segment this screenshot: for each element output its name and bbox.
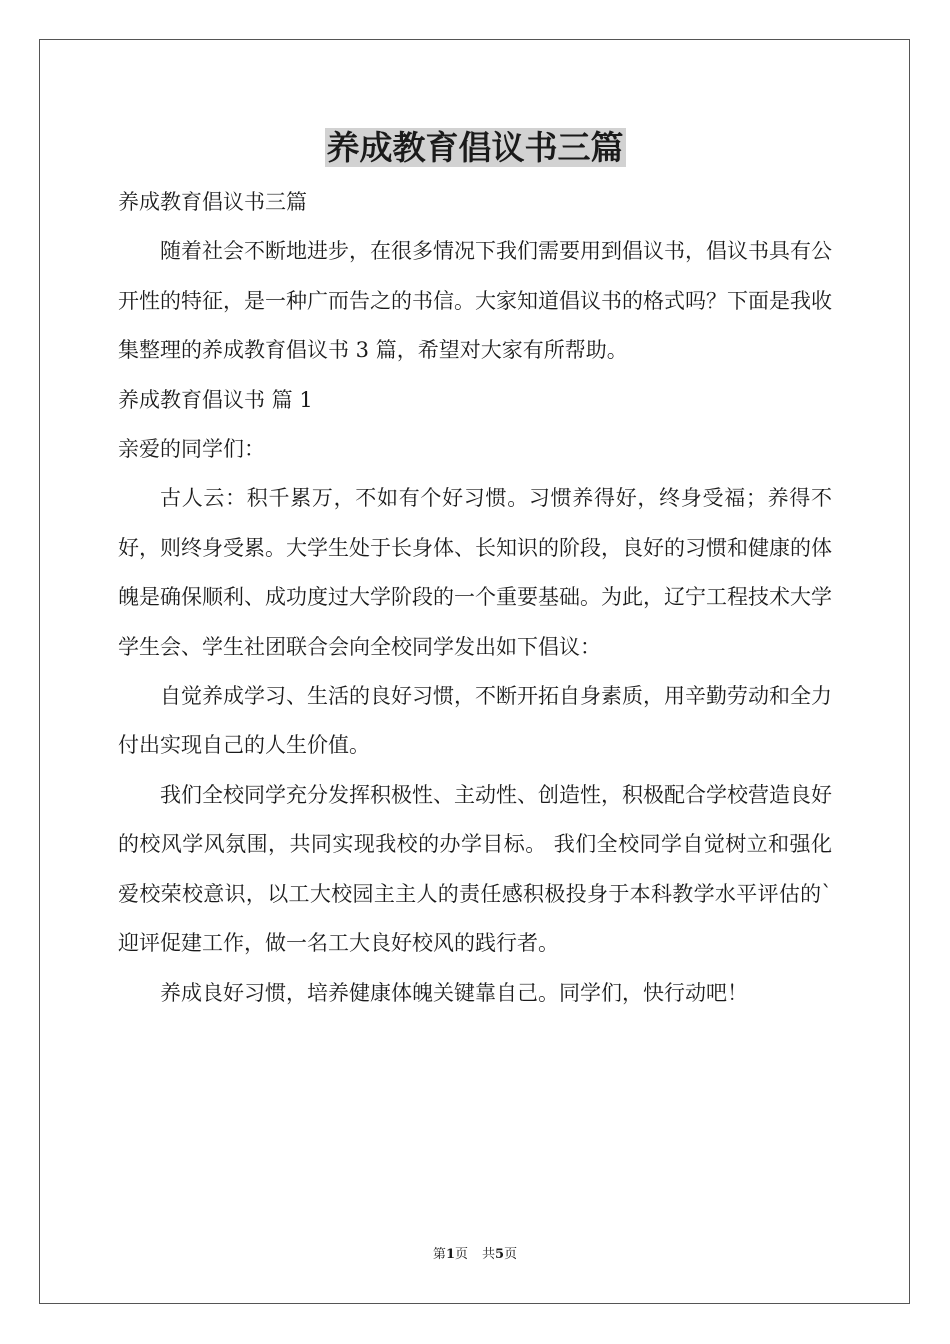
page-prefix: 第: [432, 1247, 446, 1262]
body-paragraph: 我们全校同学充分发挥积极性、主动性、创造性，积极配合学校营造良好的校风学风氛围，共同实现我校的办学目标。 我们全校同学自觉树立和强化爱校荣校意识，以工大校园主主人的责任感积极投身于本科教学水平评估的`迎评促建工作，做一名工大良好校风的践行者。: [118, 782, 832, 956]
total-pages: 5: [495, 1247, 505, 1262]
page-number: 1: [445, 1247, 455, 1262]
page-footer: [0, 1245, 950, 1265]
document-title-text: 养成教育倡议书三篇: [326, 128, 624, 167]
section-heading: 养成教育倡议书 篇 1: [118, 387, 313, 412]
body-paragraph: 养成良好习惯，培养健康体魄关键靠自己。同学们，快行动吧！: [160, 980, 748, 1005]
total-suffix: 页: [504, 1247, 518, 1262]
body-paragraph: 古人云：积千累万，不如有个好习惯。习惯养得好，终身受福；养得不好，则终身受累。大学生处于长身体、长知识的阶段，良好的习惯和健康的体魄是确保顺利、成功度过大学阶段的一个重要基础。为此，辽宁工程技术大学学生会、学生社团联合会向全校同学发出如下倡议：: [118, 486, 832, 659]
document-subtitle: 养成教育倡议书三篇: [118, 190, 307, 214]
document-body: [118, 178, 832, 1018]
total-prefix: 共: [482, 1247, 496, 1262]
salutation: 亲爱的同学们：: [118, 437, 265, 462]
document-title: [0, 126, 950, 170]
page-suffix: 页: [454, 1247, 468, 1262]
intro-paragraph: 随着社会不断地进步，在很多情况下我们需要用到倡议书，倡议书具有公开性的特征，是一种广而告之的书信。大家知道倡议书的格式吗？下面是我收集整理的养成教育倡议书 3 篇，希望对大家有所帮助。: [118, 239, 832, 363]
body-paragraph: 自觉养成学习、生活的良好习惯，不断开拓自身素质，用辛勤劳动和全力付出实现自己的人生价值。: [118, 684, 832, 758]
